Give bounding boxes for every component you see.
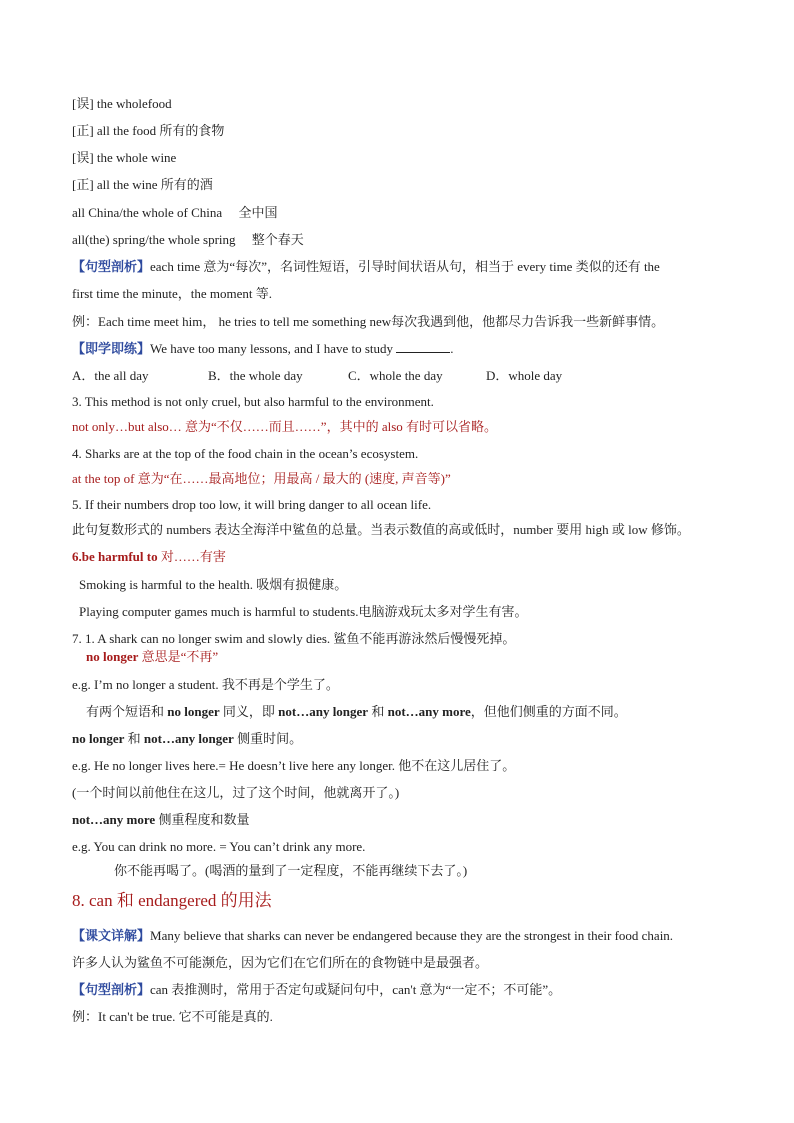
section-tag: 【课文详解】	[72, 928, 151, 943]
section-tag: 【即学即练】	[72, 341, 151, 356]
phrase: 6.be harmful to	[72, 549, 158, 564]
text-line: 3. This method is not only cruel, but also harmful to the environment.	[72, 394, 434, 409]
text-span: 对……有害	[157, 549, 226, 564]
text-span: 有两个短语和	[86, 704, 168, 719]
text-line	[72, 811, 249, 829]
text-span: .	[450, 341, 454, 356]
text-line: 5. If their numbers drop too low, it will bring danger to all ocean life.	[72, 497, 432, 512]
text-line	[72, 548, 226, 566]
text-line: [误] the wholefood	[72, 96, 172, 111]
text-line	[86, 703, 627, 721]
text-line	[72, 927, 673, 945]
text-line	[72, 258, 660, 276]
text-span: can 表推测时，常用于否定句或疑问句中，can't 意为“一定不；不可能”。	[150, 982, 562, 997]
text-line: 例：Each time meet him， he tries to tell me something new每次我遇到他，他都尽力告诉我一些新鲜事情。	[72, 314, 665, 329]
text-line: [正] all the food 所有的食物	[72, 123, 225, 138]
text-span: 同义，即	[219, 704, 279, 719]
phrase: not…any longer	[278, 704, 369, 719]
text-line: e.g. He no longer lives here.= He doesn’t live here any longer. 他不在这儿居住了。	[72, 758, 516, 773]
text-line: Playing computer games much is harmful to students.电脑游戏玩太多对学生有害。	[79, 604, 528, 619]
section-heading: 8. can 和 endangered 的用法	[72, 891, 272, 910]
text-line: [误] the whole wine	[72, 150, 177, 165]
phrase: not…any more	[72, 812, 156, 827]
text-line: 你不能再喝了。(喝酒的量到了一定程度，不能再继续下去了。)	[114, 863, 468, 878]
phrase: not…any more	[387, 704, 471, 719]
text-line: 许多人认为鲨鱼不可能濒危，因为它们在它们所在的食物链中是最强者。	[72, 955, 489, 970]
text-span: 和	[124, 731, 144, 746]
text-line	[72, 730, 302, 748]
text-line: (一个时间以前他住在这儿，过了这个时间，他就离开了。)	[72, 785, 400, 800]
text-line	[86, 648, 218, 666]
answer-blank	[396, 340, 450, 353]
text-line: Smoking is harmful to the health. 吸烟有损健康。	[79, 577, 348, 592]
text-line	[72, 340, 454, 358]
phrase: no longer	[72, 731, 125, 746]
phrase: no longer	[167, 704, 220, 719]
text-line: [正] all the wine 所有的酒	[72, 177, 213, 192]
text-line: all China/the whole of China 全中国	[72, 205, 278, 220]
text-span: We have too many lessons, and I have to study	[150, 341, 394, 356]
option-c: C．whole the day	[348, 368, 443, 383]
text-line: 例：It can't be true. 它不可能是真的.	[72, 1009, 273, 1024]
option-a: A．the all day	[72, 368, 149, 383]
phrase: not…any longer	[143, 731, 234, 746]
text-line: 此句复数形式的 numbers 表达全海洋中鲨鱼的总量。当表示数值的高或低时，number 要用 high 或 low 修饰。	[72, 522, 690, 537]
text-span: 侧重时间。	[233, 731, 303, 746]
text-line: e.g. You can drink no more. = You can’t drink any more.	[72, 839, 366, 854]
text-line: 7. 1. A shark can no longer swim and slowly dies. 鲨鱼不能再游泳然后慢慢死掉。	[72, 631, 516, 646]
text-line	[72, 981, 561, 999]
section-tag: 【句型剖析】	[72, 259, 151, 274]
text-span: 意思是“不再”	[138, 649, 219, 664]
section-tag: 【句型剖析】	[72, 982, 151, 997]
text-line: all(the) spring/the whole spring 整个春天	[72, 232, 304, 247]
text-span: Many believe that sharks can never be endangered because they are the strongest in their food chain.	[150, 928, 674, 943]
options-line	[72, 367, 562, 385]
option-d: D．whole day	[486, 368, 563, 383]
text-line: e.g. I’m no longer a student. 我不再是个学生了。	[72, 677, 339, 692]
text-line: first time the minute，the moment 等.	[72, 286, 273, 301]
text-span: 和	[368, 704, 388, 719]
text-span: each time 意为“每次”，名词性短语，引导时间状语从句，相当于 every time 类似的还有 the	[150, 259, 660, 274]
text-line: not only…but also… 意为“不仅……而且……”，其中的 also 有时可以省略。	[72, 419, 498, 434]
phrase: no longer	[86, 649, 139, 664]
text-line: at the top of 意为“在……最高地位；用最高 / 最大的 (速度, 声音等)”	[72, 471, 451, 486]
option-b: B．the whole day	[208, 368, 303, 383]
text-span: 侧重程度和数量	[155, 812, 250, 827]
text-line: 4. Sharks are at the top of the food chain in the ocean’s ecosystem.	[72, 446, 419, 461]
text-span: ，但他们侧重的方面不同。	[470, 704, 627, 719]
